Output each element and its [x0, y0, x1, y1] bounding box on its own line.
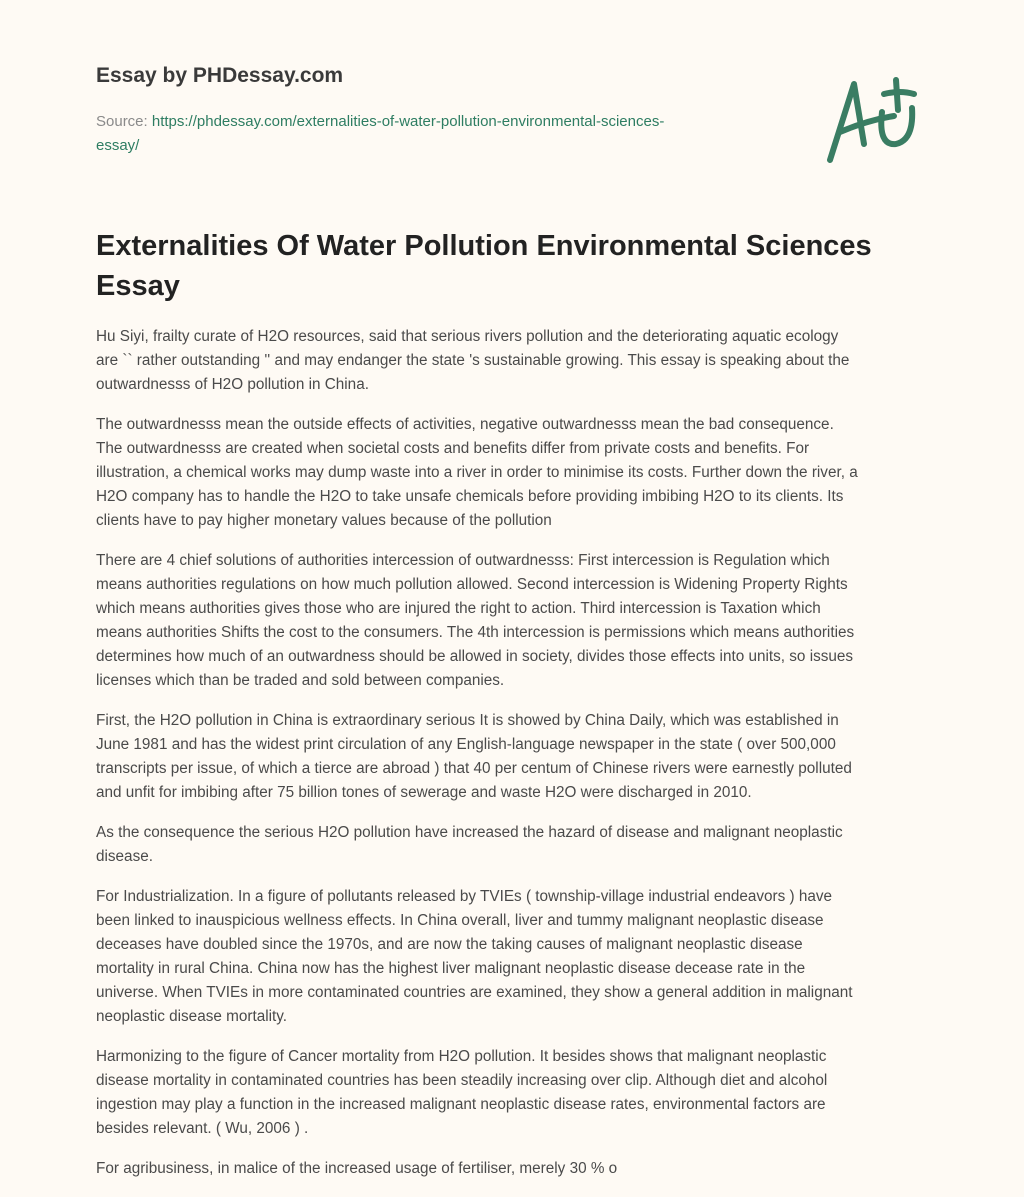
paragraph-line: As the consequence the serious H2O pollution have increased the hazard of disease and malignant neoplastic: [96, 824, 843, 841]
paragraph-line: and unfit for imbibing after 75 billion tones of sewerage and waste H2O were discharged in 2010.: [96, 784, 752, 801]
paragraph-line: H2O company has to handle the H2O to take unsafe chemicals before providing imbibing H2O to its clients. Its: [96, 488, 844, 505]
paragraph-line: The outwardnesss are created when societal costs and benefits differ from private costs and benefits. For: [96, 440, 810, 457]
paragraph-line: licenses which than be traded and sold between companies.: [96, 672, 505, 689]
paragraph-line: neoplastic disease mortality.: [96, 1008, 288, 1025]
paragraph-line: universe. When TVIEs in more contaminated countries are examined, they show a general addition in malignant: [96, 984, 853, 1001]
paragraph-line: means authorities regulations on how much pollution allowed. Second intercession is Widening Property Rights: [96, 576, 848, 593]
source-label: Source:: [96, 113, 148, 130]
paragraph-line: clients have to pay higher monetary values because of the pollution: [96, 512, 552, 529]
paragraph-line: are `` rather outstanding '' and may endanger the state 's sustainable growing. This essay is speaking about the: [96, 352, 850, 369]
paragraph-line: Hu Siyi, frailty curate of H2O resources, said that serious rivers pollution and the deteriorating aquatic ecology: [96, 328, 839, 345]
essay-paragraph: [96, 325, 946, 397]
paragraph-line: June 1981 and has the widest print circulation of any English-language newspaper in the state ( over 500,000: [96, 736, 836, 753]
essay-paragraph: [96, 549, 946, 693]
essay-paragraph: [96, 821, 946, 869]
essay-paragraph: [96, 709, 946, 805]
essay-paragraph: [96, 1157, 946, 1181]
paragraph-line: determines how much of an outwardness should be allowed in society, divides those effects into units, so issues: [96, 648, 854, 665]
paragraph-line: transcripts per issue, of which a tierce are abroad ) that 40 per centum of Chinese rivers were earnestly polluted: [96, 760, 852, 777]
paragraph-line: mortality in rural China. China now has the highest liver malignant neoplastic disease decease rate in the: [96, 960, 806, 977]
source-link[interactable]: https://phdessay.com/externalities-of-water-pollution-environmental-sciences- essay/: [96, 113, 665, 154]
site-title: Essay by PHDessay.com: [96, 64, 344, 87]
essay-paragraph: [96, 885, 946, 1029]
paragraph-line: There are 4 chief solutions of authorities intercession of outwardnesss: First intercession is Regulation which: [96, 552, 830, 569]
paragraph-line: besides relevant. ( Wu, 2006 ) .: [96, 1120, 309, 1137]
paragraph-line: outwardnesss of H2O pollution in China.: [96, 376, 369, 393]
paragraph-line: ingestion may play a function in the increased malignant neoplastic disease rates, environmental factors are: [96, 1096, 826, 1113]
essay-title: Externalities Of Water Pollution Environmental Sciences Essay: [96, 230, 872, 302]
paragraph-line: means authorities Shifts the cost to the consumers. The 4th intercession is permissions which means authorities: [96, 624, 855, 641]
paragraph-line: The outwardnesss mean the outside effects of activities, negative outwardnesss mean the bad consequence.: [96, 416, 834, 433]
source-line: [96, 110, 746, 158]
paragraph-line: For Industrialization. In a figure of pollutants released by TVIEs ( township-village industrial endeavors ) have: [96, 888, 833, 905]
paragraph-line: been linked to inauspicious wellness effects. In China overall, liver and tummy malignant neoplastic disease: [96, 912, 824, 929]
paragraph-line: disease mortality in contaminated countries has been steadily increasing over clip. Although diet and alcohol: [96, 1072, 828, 1089]
paragraph-line: disease.: [96, 848, 153, 865]
paragraph-line: First, the H2O pollution in China is extraordinary serious It is showed by China Daily, which was established in: [96, 712, 839, 729]
paragraph-line: Harmonizing to the figure of Cancer mortality from H2O pollution. It besides shows that malignant neoplastic: [96, 1048, 827, 1065]
a-plus-logo-icon: [820, 72, 930, 172]
paragraph-line: For agribusiness, in malice of the increased usage of fertiliser, merely 30 % o: [96, 1160, 618, 1177]
paragraph-line: which means authorities gives those who are injured the right to action. Third intercession is Taxation which: [96, 600, 821, 617]
paragraph-line: deceases have doubled since the 1970s, and are now the taking causes of malignant neoplastic disease: [96, 936, 803, 953]
essay-paragraph: [96, 413, 946, 533]
essay-paragraph: [96, 1045, 946, 1141]
paragraph-line: illustration, a chemical works may dump waste into a river in order to minimise its costs. Further down the river, a: [96, 464, 858, 481]
essay-body: [96, 325, 946, 1197]
